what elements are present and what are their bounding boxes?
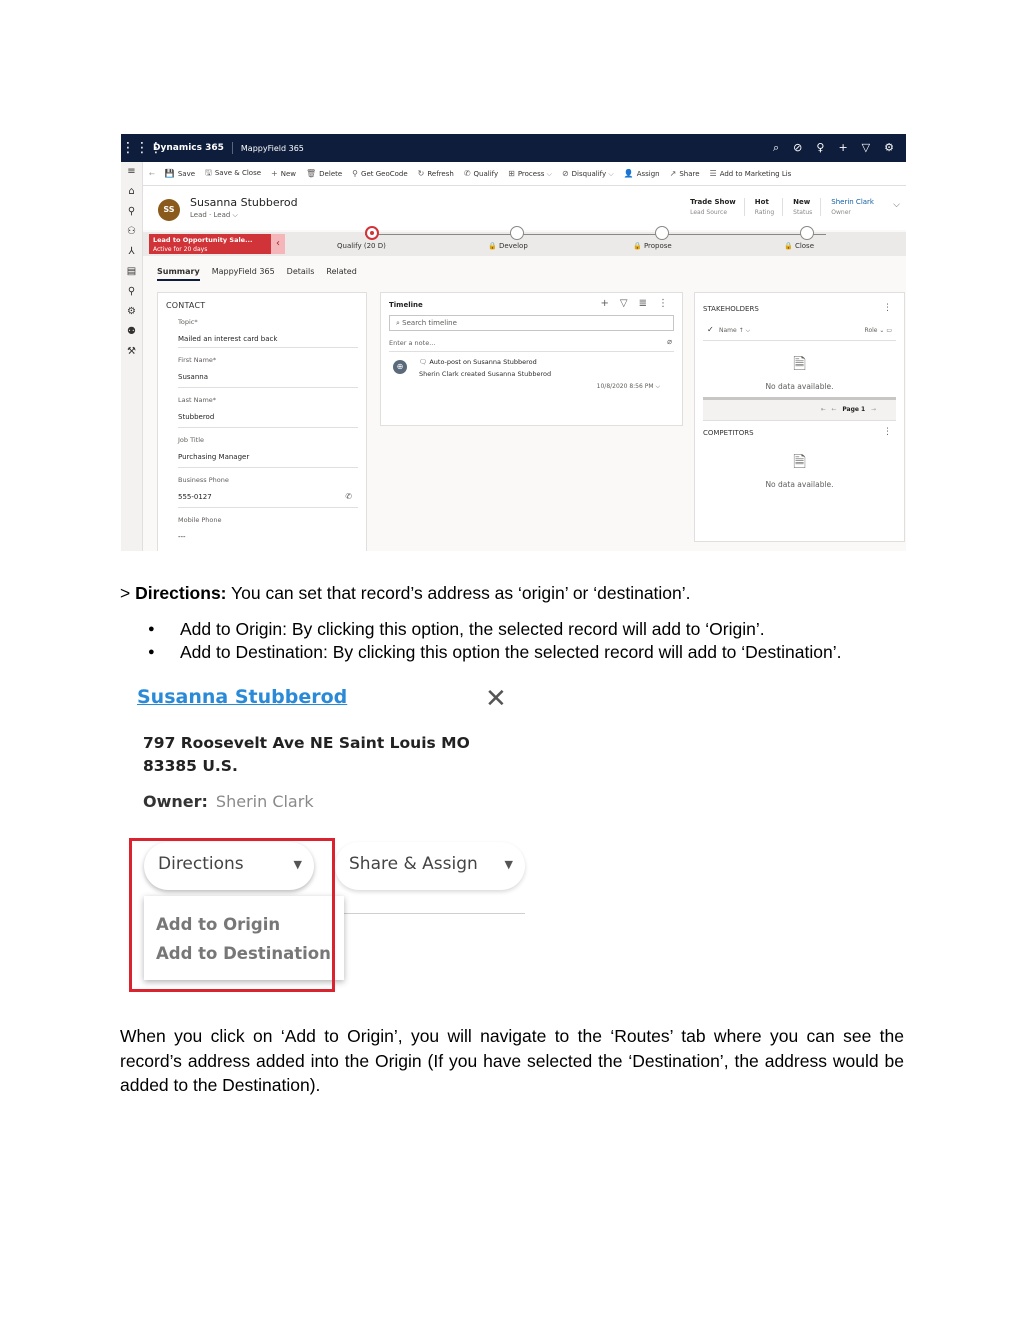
competitors-title: COMPETITORS (703, 429, 754, 437)
header-field-owner[interactable] (831, 198, 882, 216)
field-job-title[interactable] (178, 428, 358, 468)
post-time (597, 383, 660, 391)
field-value[interactable]: Purchasing Manager (178, 453, 250, 461)
cmd-process[interactable] (508, 169, 552, 179)
cmd-label: Save (177, 170, 196, 178)
timeline-post[interactable] (389, 358, 674, 398)
tools-icon[interactable]: ⚒ (127, 346, 136, 357)
stage-dot-icon (800, 226, 814, 240)
check-in-icon[interactable]: ⚲ (127, 286, 136, 297)
contact-section (157, 292, 367, 551)
save-close-icon: 🖫 (205, 167, 212, 177)
field-value[interactable]: 555-0127 (178, 493, 212, 501)
owner-value: Sherin Clark (215, 792, 314, 811)
competitors-header (703, 420, 896, 437)
field-label: Mobile Phone (178, 516, 222, 524)
search-timeline-input[interactable] (389, 315, 674, 331)
field-value[interactable]: Susanna (178, 373, 208, 381)
menu-item-add-to-origin[interactable]: Add to Origin (156, 915, 281, 934)
timeline-actions (601, 298, 668, 309)
tab-summary[interactable]: Summary (157, 267, 200, 281)
field-mobile-phone[interactable] (178, 508, 358, 548)
field-value[interactable]: Mailed an interest card back (178, 335, 278, 343)
caret-down-icon: ▼ (504, 858, 513, 871)
stage-label: Qualify (20 D) (337, 242, 386, 250)
field-topic[interactable] (178, 310, 358, 348)
lightbulb-icon[interactable]: ♀ (816, 141, 825, 154)
team-icon[interactable]: ⚉ (127, 326, 136, 337)
sort-icon[interactable]: ≣ (638, 298, 647, 309)
note-input[interactable] (389, 339, 674, 352)
field-label: Topic* (178, 318, 198, 326)
chevron-down-icon: ⌵ (608, 169, 614, 178)
cmd-label: Refresh (427, 170, 454, 178)
record-name-link[interactable]: Susanna Stubberod (137, 686, 348, 708)
process-line (365, 234, 826, 235)
header-field-label: Status (793, 209, 813, 216)
competitors-empty: No data available. (765, 480, 834, 489)
form-tabs (157, 267, 357, 281)
business-process-flow (143, 232, 906, 256)
person-icon: 👤 (623, 169, 634, 178)
more-icon[interactable]: ⋮ (883, 427, 892, 437)
cmd-label: Share (679, 170, 700, 178)
note-placeholder: Enter a note... (389, 339, 436, 347)
chevron-down-icon[interactable]: ⌵ (893, 200, 900, 210)
header-field-rating[interactable] (755, 198, 783, 216)
settings-icon[interactable]: ⚙ (127, 306, 136, 317)
prev-page-icon[interactable]: ← (831, 406, 837, 413)
post-body: Sherin Clark created Susanna Stubberod (419, 370, 552, 378)
header-field-lead-source[interactable] (690, 198, 745, 216)
filter-icon[interactable]: ▽ (619, 298, 628, 309)
cmd-share[interactable] (670, 169, 700, 178)
stakeholders-header (695, 293, 904, 313)
field-label: Business Phone (178, 476, 229, 484)
divider (335, 913, 525, 914)
record-popup-screenshot (121, 672, 531, 1002)
cmd-save[interactable] (165, 169, 195, 178)
header-field-value: Hot (754, 198, 769, 206)
check-icon[interactable]: ✓ (707, 325, 714, 334)
process-duration: Active for 20 days (153, 246, 208, 253)
process-icon: ⊞ (508, 168, 515, 178)
app-launcher-icon[interactable]: ⋮⋮⋮ (121, 140, 163, 156)
header-field-value: New (793, 198, 811, 206)
plus-icon[interactable]: + (600, 298, 609, 309)
dynamics-crm-screenshot (121, 134, 906, 551)
chevron-left-icon[interactable]: ‹ (271, 234, 285, 254)
field-value[interactable]: Stubberod (178, 413, 215, 421)
header-field-label: Rating (754, 209, 775, 216)
location-icon: ⚲ (352, 169, 359, 178)
route-icon[interactable]: ⅄ (128, 246, 135, 257)
save-icon: 💾 (164, 169, 175, 178)
tab-details[interactable]: Details (286, 267, 315, 276)
menu-item-add-to-destination[interactable]: Add to Destination (156, 944, 331, 963)
cmd-refresh[interactable] (418, 169, 454, 178)
stage-label: 🔒 Propose (633, 242, 672, 250)
column-name-text: Name ↑ (719, 327, 744, 334)
share-assign-label: Share & Assign (349, 854, 478, 874)
phone-icon[interactable]: ✆ (345, 492, 352, 501)
post-time-text: 10/8/2020 8:56 PM (596, 383, 654, 390)
owner-label: Owner: (143, 792, 208, 811)
stage-active-icon (365, 226, 379, 240)
filter-icon[interactable]: ▽ (861, 141, 871, 154)
record-name: Susanna Stubberod (190, 196, 298, 209)
column-role[interactable]: Role ⌄ ▭ (864, 327, 892, 334)
field-label: Job Title (178, 436, 205, 444)
cmd-label: Assign (636, 170, 660, 178)
timeline-panel (380, 292, 683, 426)
trash-icon: 🗑 (306, 169, 317, 178)
gear-icon[interactable]: ⚙ (884, 141, 894, 154)
highlight-box (129, 838, 335, 992)
directions-heading: Directions: (135, 583, 227, 603)
stage-dot-icon (655, 226, 669, 240)
cmd-assign[interactable] (624, 169, 660, 178)
record-owner (143, 792, 314, 811)
column-role-text: Role (864, 327, 878, 334)
document-icon: 🗎 (793, 354, 806, 373)
more-icon[interactable]: ⋮ (658, 298, 668, 309)
post-title-text: Auto-post on Susanna Stubberod (429, 358, 537, 366)
header-field-label: Owner (831, 209, 851, 216)
list-icon: ☰ (709, 169, 717, 178)
stage-label: 🔒 Develop (488, 242, 528, 250)
stakeholders-empty: No data available. (765, 382, 834, 391)
disqualify-icon: ⊘ (561, 168, 569, 178)
field-label: Last Name* (178, 396, 217, 404)
pager (703, 400, 896, 420)
header-field-value: Trade Show (690, 198, 736, 206)
header-field-label: Lead Source (690, 209, 728, 216)
map-pin-icon[interactable]: ⚲ (127, 206, 136, 217)
header-fields (690, 198, 882, 216)
directions-description: > Directions: You can set that record’s address as ‘origin’ or ‘destination’. (120, 583, 691, 603)
cmd-get-geocode[interactable] (352, 169, 408, 178)
back-arrow-icon[interactable]: ← (149, 169, 155, 178)
record-form-selector[interactable]: Lead · Lead ⌵ (190, 211, 238, 219)
brand-name: Dynamics 365 (147, 142, 233, 154)
cmd-label: Qualify (473, 170, 499, 178)
stakeholders-grid-header (703, 323, 896, 341)
stage-label: 🔒 Close (784, 242, 815, 250)
cmd-qualify[interactable] (464, 169, 498, 178)
process-flag[interactable] (149, 234, 271, 254)
stakeholders-title: STAKEHOLDERS (703, 305, 759, 313)
cmd-new[interactable] (271, 169, 296, 178)
tab-mappyfield[interactable]: MappyField 365 (211, 267, 275, 276)
command-bar (143, 162, 906, 186)
post-avatar-icon: ⊕ (393, 360, 407, 374)
menu-icon[interactable]: ≡ (127, 166, 136, 177)
search-icon: ⌕ (396, 319, 400, 327)
post-title (419, 358, 537, 366)
plus-icon: + (271, 169, 278, 178)
list-item: ● Add to Origin: By clicking this option, the selected record will add to ‘Origin’. (148, 618, 841, 641)
phone-icon: ✆ (463, 169, 471, 178)
plus-icon[interactable]: + (838, 141, 848, 154)
search-icon[interactable]: ⌕ (772, 141, 780, 154)
field-label: First Name* (178, 356, 217, 364)
refresh-icon: ↻ (417, 169, 425, 178)
chevron-down-icon: ⌵ (546, 169, 552, 178)
post-type-icon: 🗨 (419, 358, 428, 366)
first-page-icon[interactable]: ⇤ (820, 406, 826, 413)
directions-text: You can set that record’s address as ‘origin’ or ‘destination’. (226, 583, 691, 603)
field-first-name[interactable] (178, 348, 358, 388)
record-address: 797 Roosevelt Ave NE Saint Louis MO 83385 U.S. (143, 734, 470, 775)
cmd-delete[interactable] (306, 169, 342, 178)
attachment-icon[interactable]: ⌀ (667, 337, 672, 346)
cmd-save-close[interactable] (205, 167, 261, 181)
home-icon[interactable]: ⌂ (128, 186, 135, 197)
closing-paragraph: When you click on ‘Add to Origin’, you will navigate to the ‘Routes’ tab where you can see the record’s address added into the Origin (If you have selected the ‘Destination’, the address would be added to the Destination). (120, 1026, 904, 1095)
cmd-label: Add to Marketing Lis (719, 170, 792, 178)
cmd-label: Disqualify (571, 169, 607, 178)
directions-options-list (148, 618, 841, 663)
cmd-add-to-marketing-list[interactable] (710, 169, 792, 178)
chevron-down-icon: ⌵ (745, 327, 751, 334)
cmd-label: Get GeoCode (361, 170, 408, 178)
top-navigation-bar (121, 134, 906, 162)
left-sitemap (121, 162, 143, 551)
list-item: ● Add to Destination: By clicking this option the selected record will add to ‘Destination’. (148, 641, 841, 664)
document-icon: 🗎 (793, 452, 806, 471)
directions-label: Directions (158, 854, 244, 874)
column-name[interactable] (719, 327, 750, 335)
cmd-label: New (280, 170, 297, 178)
header-field-status[interactable] (793, 198, 821, 216)
cmd-label: Process (517, 169, 545, 178)
search-placeholder: Search timeline (402, 319, 457, 327)
close-icon[interactable]: ✕ (485, 684, 507, 714)
cmd-label: Save & Close (214, 168, 262, 177)
field-business-phone[interactable] (178, 468, 358, 508)
tab-related[interactable]: Related (326, 267, 357, 276)
header-field-value[interactable]: Sherin Clark (831, 198, 874, 206)
chevron-down-icon[interactable]: ⌵ (655, 383, 660, 390)
field-value[interactable]: --- (178, 533, 186, 541)
cmd-disqualify[interactable] (562, 169, 614, 179)
stage-dot-icon (510, 226, 524, 240)
page-number: Page 1 (842, 406, 866, 413)
process-title: Lead to Opportunity Sale... (153, 236, 253, 244)
top-actions (773, 141, 906, 155)
share-icon: ↗ (669, 169, 677, 178)
field-last-name[interactable] (178, 388, 358, 428)
more-icon[interactable]: ⋮ (883, 303, 892, 313)
caret-down-icon: ▼ (293, 858, 302, 871)
task-icon[interactable]: ⊘ (793, 141, 803, 154)
cmd-label: Delete (319, 170, 343, 178)
timeline-title: Timeline (389, 301, 423, 309)
document-icon[interactable]: ▤ (126, 266, 137, 277)
next-page-icon[interactable]: → (870, 406, 876, 413)
section-title: CONTACT (166, 301, 206, 310)
app-name: MappyField 365 (240, 143, 304, 153)
side-panel (694, 292, 905, 542)
avatar: SS (158, 199, 180, 221)
share-assign-dropdown[interactable] (335, 842, 525, 890)
contact-icon[interactable]: ⚇ (127, 226, 136, 237)
record-header (143, 186, 906, 230)
